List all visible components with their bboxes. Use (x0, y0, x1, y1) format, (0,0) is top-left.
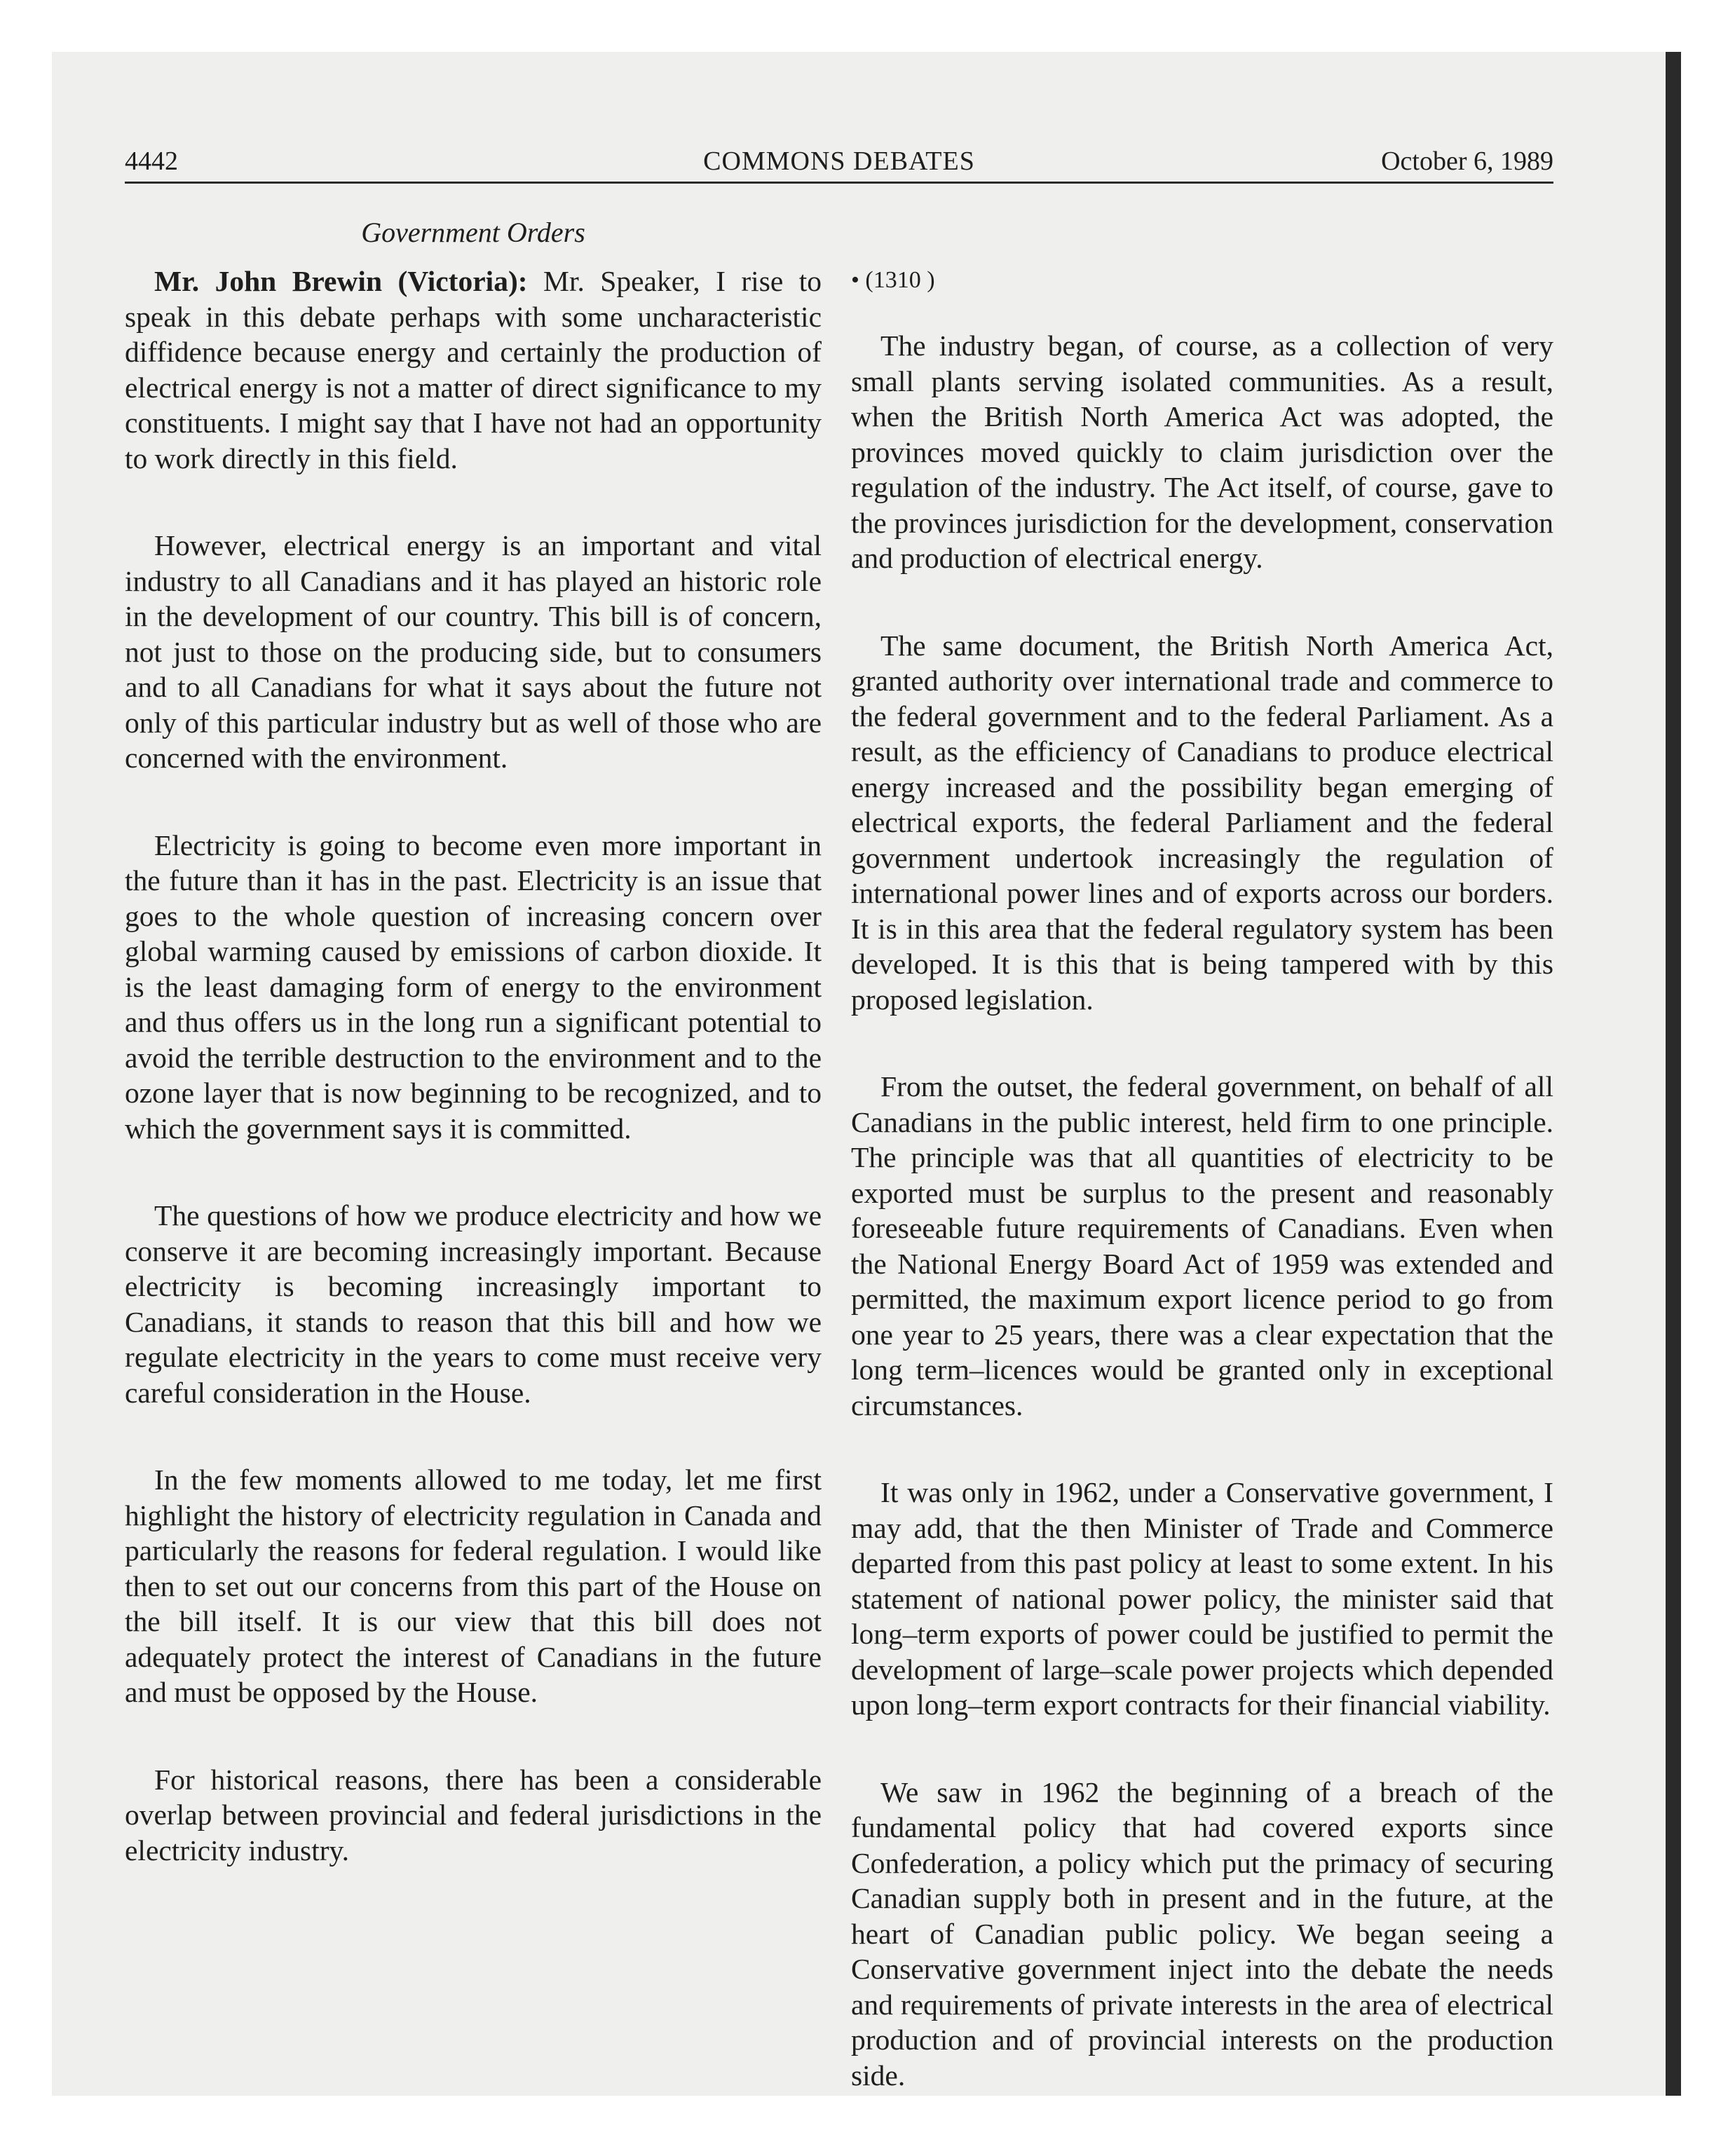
paragraph: The industry began, of course, as a collection of very small plants serving isolated communities. As a result, when the British North America Act was adopted, the provinces moved quickly to claim jurisdiction over the regulation of the industry. The Act itself, of course, gave to the provinces jurisdiction for the development, conservation and production of electrical energy. (851, 329, 1553, 574)
speaker-name: Mr. John Brewin (Victoria): (154, 265, 528, 297)
page-number: 4442 (125, 146, 178, 176)
publication-date: October 6, 1989 (1381, 146, 1553, 176)
paragraph-text: Mr. Speaker, I rise to speak in this debate perhaps with some uncharacteristic diffidence because energy and certainly the production of electrical energy is not a matter of direct significance to my constituents. I might say that I have not had an opportunity to work directly in this field. (125, 265, 822, 475)
section-heading: Government Orders (361, 217, 585, 248)
timestamp: • (1310 ) (851, 267, 935, 293)
paragraph: The questions of how we produce electricity and how we conserve it are becoming increasingly important. Because electricity is becoming increasingly important to Canadians, it stands to reason that this bill and how we regulate electricity in the years to come must receive very careful consideration in the House. (125, 1199, 822, 1409)
paragraph: It was only in 1962, under a Conservative government, I may add, that the then Minister of Trade and Commerce departed from this past policy at least to some extent. In his statement of national power policy, the minister said that long–term exports of power could be justified to permit the development of large–scale power projects which depended upon long–term export contracts for their financial viability. (851, 1476, 1553, 1721)
paragraph: For historical reasons, there has been a considerable overlap between provincial and federal jurisdictions in the electricity industry. (125, 1763, 822, 1867)
publication-title: COMMONS DEBATES (703, 146, 975, 176)
paragraph: We saw in 1962 the beginning of a breach of the fundamental policy that had covered exports since Confederation, a policy which put the primacy of securing Canadian supply both in present and in the future, at the heart of Canadian public policy. We began seeing a Conservative government inject into the debate the needs and requirements of private interests in the area of electrical production and of provincial interests on the production side. (851, 1775, 1553, 2092)
right-column (851, 264, 1553, 2145)
paragraph: The same document, the British North America Act, granted authority over international trade and commerce to the federal government and to the federal Parliament. As a result, as the efficiency of Canadians to produce electrical energy increased and the possibility began emerging of electrical exports, the federal Parliament and the federal government undertook increasingly the regulation of international power lines and of exports across our borders. It is in this area that the federal regulatory system has been developed. It is this that is being tampered with by this proposed legislation. (851, 629, 1553, 1016)
header-rule (125, 182, 1553, 184)
paragraph: In the few moments allowed to me today, let me first highlight the history of electricity regulation in Canada and particularly the reasons for federal regulation. I would like then to set out our concerns from this part of the House on the bill itself. It is our view that this bill does not adequately protect the interest of Canadians in the future and must be opposed by the House. (125, 1464, 822, 1708)
paragraph: However, electrical energy is an important and vital industry to all Canadians and it has played an historic role in the development of our country. This bill is of concern, not just to those on the producing side, but to consumers and to all Canadians for what it says about the future not only of this particular industry but as well of those who are concerned with the environment. (125, 529, 822, 774)
paragraph: Electricity is going to become even more important in the future than it has in the past. Electricity is an issue that goes to the whole question of increasing concern over global warming caused by emissions of carbon dioxide. It is the least damaging form of energy to the environment and thus offers us in the long run a significant potential to avoid the terrible destruction to the environment and to the ozone layer that is now beginning to be recognized, and to which the government says it is committed. (125, 828, 822, 1145)
running-header (125, 140, 1553, 179)
paragraph: From the outset, the federal government, on behalf of all Canadians in the public interest, held firm to one principle. The principle was that all quantities of electricity to be exported must be surplus to the present and reasonably foreseeable future requirements of Canadians. Even when the National Energy Board Act of 1959 was extended and permitted, the maximum export licence period to go from one year to 25 years, there was a clear expectation that the long term–licences would be granted only in exceptional circumstances. (851, 1070, 1553, 1421)
paragraph (125, 264, 822, 476)
left-column (125, 264, 822, 1920)
binding-edge (1666, 52, 1681, 2096)
